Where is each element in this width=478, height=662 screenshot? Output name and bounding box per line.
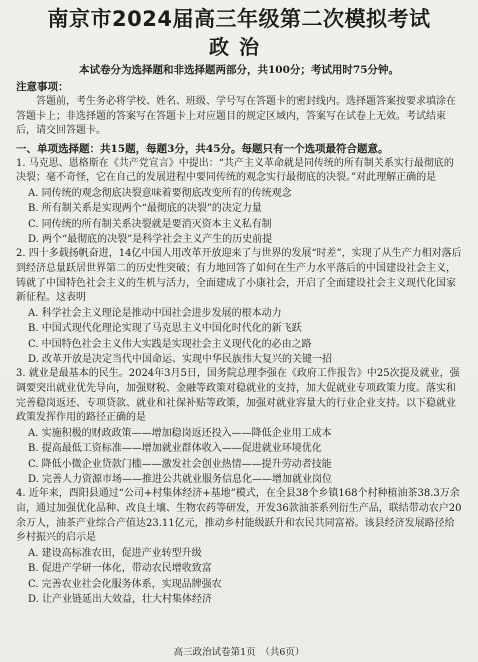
question-4 [16,487,462,607]
option-c: C. 降低小微企业贷款门槛——激发社会创业热情——提升劳动者技能 [28,458,332,470]
notice-title: 注意事项： [16,81,69,93]
question-3 [16,367,462,487]
question-stem: 1. 马克思、恩格斯在《共产党宣言》中提出：“共产主义革命就是同传统的所有制关系实行最彻底的决裂；毫不奇怪，它在自己的发展进程中要同传统的观念实行最彻底的决裂。”对此理解正确的是 [16,157,454,184]
option-c: C. 完善农业社会化服务体系，实现品牌强农 [28,578,222,590]
notice-paragraph: 答题前，考生务必将学校、姓名、班级、学号写在答题卡的密封线内。选择题答案按要求填涂在答题卡上；非选择题的答案写在答题卡上对应题目的规定区域内，答案写在试卷上无效。考试结束后，请交回答题卡。 [16,96,456,136]
option-a: A. 科学社会主义理论是推动中国社会进步发展的根本动力 [28,307,282,319]
option-a: A. 建设高标准农田，促进产业转型升级 [28,547,202,559]
option-d: D. 让产业链延出大效益，壮大村集体经济 [28,593,213,605]
exam-info: 本试卷分为选择题和非选择题两部分，共100分；考试用时75分钟。 [78,64,400,76]
question-2 [16,247,462,367]
subject-heading: 政治 [209,35,269,59]
option-b: B. 促进产学研一体化，带动农民增收致富 [28,563,212,575]
question-stem: 4. 近年来，酉阳县通过“公司+村集体经济+基地”模式，在全县38个乡镇168个村种植油茶38.3万余亩，通过加强优化品种、改良土壤、生物农药等研发，开发36款油茶系列衍生产品，联结带动农户20余万人，油茶产业综合产值达23.11亿元，推动乡村能级跃升和农民共同富裕。该县经济发展路径给乡村振兴的启示是 [16,488,462,544]
option-b: B. 中国式现代化理论实现了马克思主义中国化时代化的新飞跃 [28,323,302,335]
question-1 [16,157,462,248]
option-d: D. 完善人力资源市场——推进公共就业服务信息化——增加就业岗位 [28,473,333,485]
option-c: C. 中国特色社会主义伟大实践是实现社会主义现代化的必由之路 [28,338,312,350]
question-stem: 3. 就业是最基本的民生。2024年3月5日，国务院总理李强在《政府工作报告》中25次提及就业，强调要突出就业优先导向，加强财税、金融等政策对稳就业的支持，加大促就业专项政策力度。落实和完善稳岗返还、专项贷款、就业和社保补贴等政策，加强对就业容量大的行业企业支持。以下稳就业政策发挥作用的路径正确的是 [16,368,460,424]
option-a: A. 实施积极的财政政策——增加稳岗返还投入——降低企业用工成本 [28,427,332,439]
option-d: D. 两个“最彻底的决裂”是科学社会主义产生的历史前提 [28,233,273,245]
section-title: 一、单项选择题：共15题，每题3分，共45分。每题只有一个选项最符合题意。 [16,142,389,155]
page-footer: 高三政治试卷第1页 （共6页） [173,647,305,658]
option-b: B. 提高最低工资标准——增加就业群体收入——促进就业环境优化 [28,443,322,455]
option-c: C. 同传统的所有制关系决裂就是要消灭资本主义私有制 [28,218,272,230]
exam-title: 南京市2024届高三年级第二次模拟考试 [47,7,431,31]
option-a: A. 同传统的观念彻底决裂意味着要彻底改变所有的传统观念 [28,187,292,199]
option-b: B. 所有制关系是实现两个“最彻底的决裂”的决定力量 [28,203,262,215]
option-d: D. 改革开放是决定当代中国命运、实现中华民族伟大复兴的关键一招 [28,353,333,365]
question-stem: 2. 四十多载扬帆奋进，14亿中国人用改革开放迎来了与世界的发展“时差”，实现了从生产力相对落后到经济总量跃居世界第二的历史性突破；有力地回答了如何在生产力水平落后的中国建设社会主义，铸就了中国特色社会主义的生机与活力，全面建成了小康社会，开启了全面建设社会主义现代化国家新征程。这表明 [16,248,462,304]
